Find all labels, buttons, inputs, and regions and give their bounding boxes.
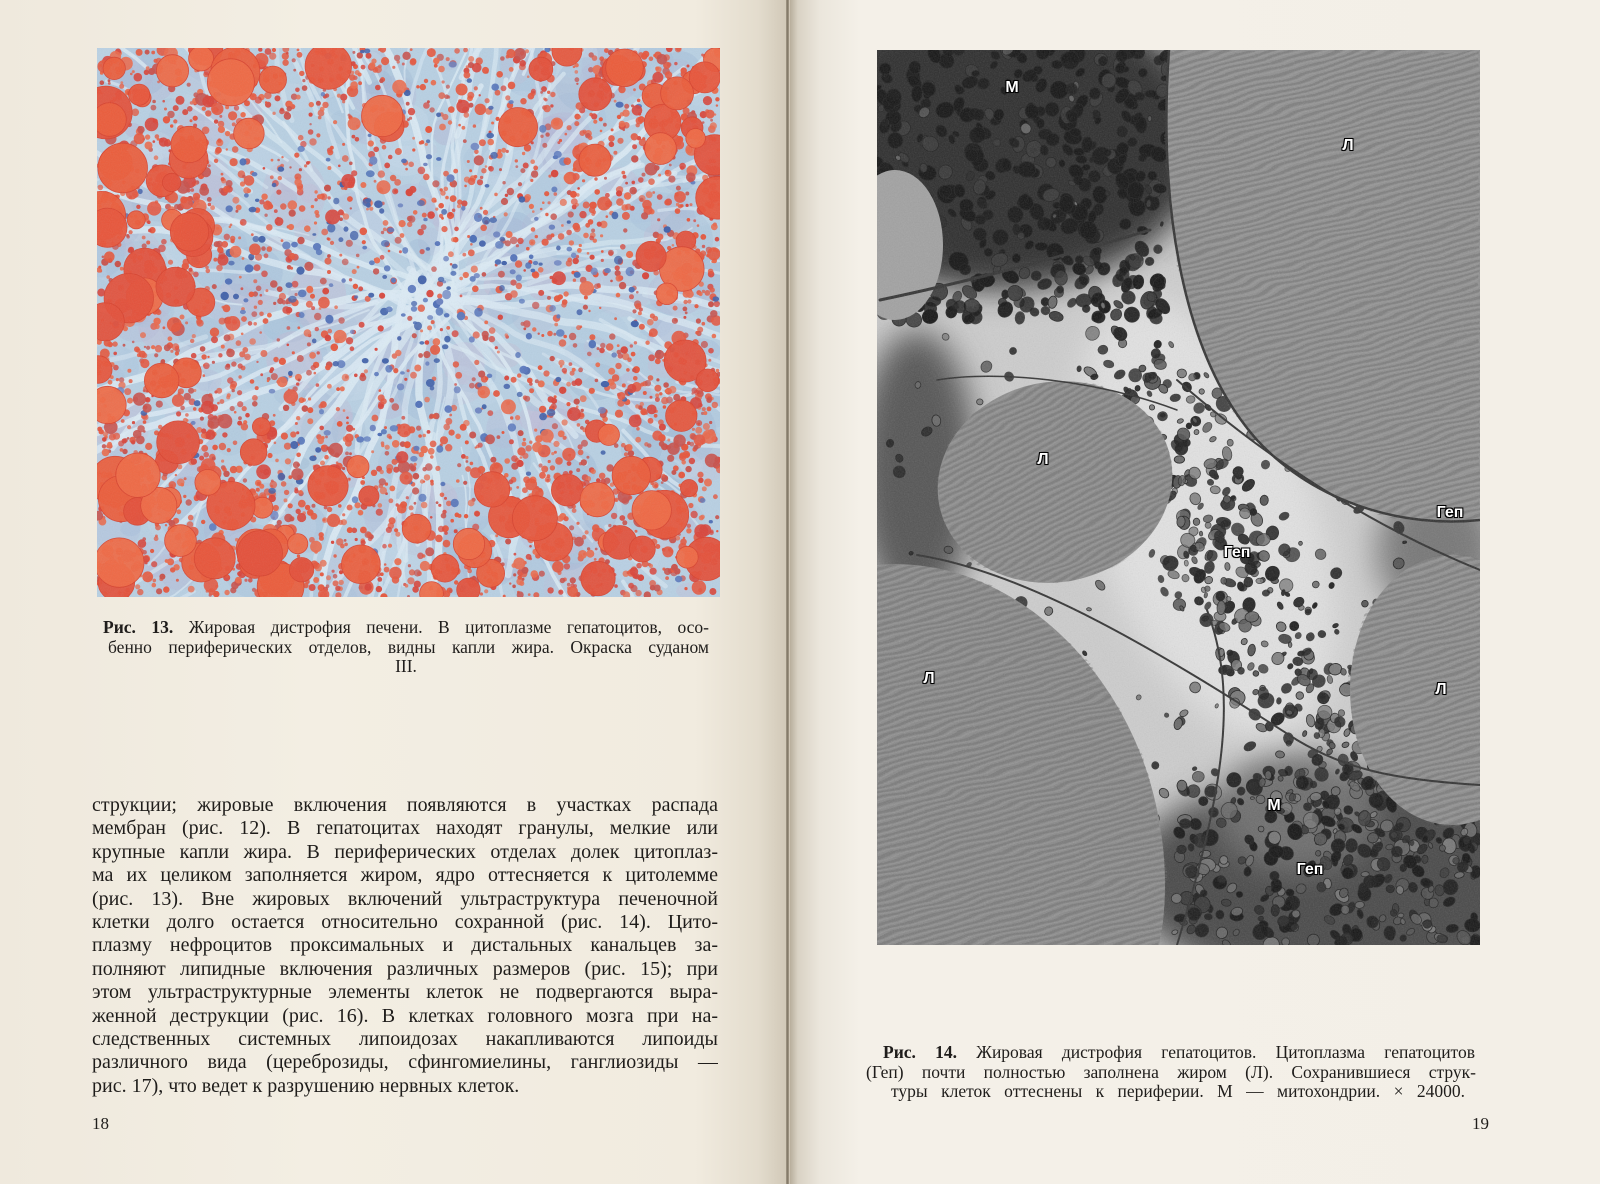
body-text-line: этом ультраструктурные элементы клеток не подвергаются выра- [92, 981, 718, 1004]
caption-line: бенно периферических отделов, видны капли жира. Окраска суданом [108, 637, 709, 657]
body-text-line: полняют липидные включения различных размеров (рис. 15); при [92, 957, 718, 980]
caption-line: III. [395, 657, 417, 676]
body-text-line: мембран (рис. 12). В гепатоцитах находят гранулы, мелкие или [92, 817, 718, 840]
body-text-line: крупные капли жира. В периферических отделах долек цитоплаз- [92, 840, 718, 863]
book-gutter [786, 0, 789, 1184]
caption-line [103, 618, 709, 638]
body-text-line: следственных системных липоидозах накапливаются липоиды [92, 1027, 718, 1050]
body-text-line: ма их целиком заполняется жиром, ядро оттесняется к цитолемме [92, 864, 718, 887]
body-text-line: различного вида (цереброзиды, сфингомиелины, ганглиозиды — [92, 1051, 718, 1074]
body-text [92, 794, 718, 1098]
body-text-line: струкции; жировые включения появляются в участках распада [92, 794, 718, 816]
body-text-line: рис. 17), что ведет к разрушению нервных клеток. [92, 1074, 520, 1097]
micrograph-image [97, 48, 720, 597]
figure-14-electron-micrograph [877, 50, 1480, 945]
page-number-left: 18 [92, 1114, 109, 1133]
figure-label: Рис. 13. [103, 618, 174, 637]
caption-text: Жировая дистрофия печени. В цитоплазме гепатоцитов, осо- [188, 618, 709, 637]
body-text-line: клетки долго остается относительно сохранной (рис. 14). Цито- [92, 910, 718, 933]
body-text-line: женной деструкции (рис. 16). В клетках головного мозга при на- [92, 1004, 718, 1027]
body-text-line: (рис. 13). Вне жировых включений ультраструктура печеночной [92, 887, 718, 910]
body-text-line: плазму нефроцитов проксимальных и дистальных канальцев за- [92, 934, 718, 957]
figure-13-caption [103, 618, 709, 677]
film-grain [97, 48, 720, 597]
electron-micrograph-image [877, 50, 1480, 945]
figure-13-micrograph [97, 48, 720, 597]
